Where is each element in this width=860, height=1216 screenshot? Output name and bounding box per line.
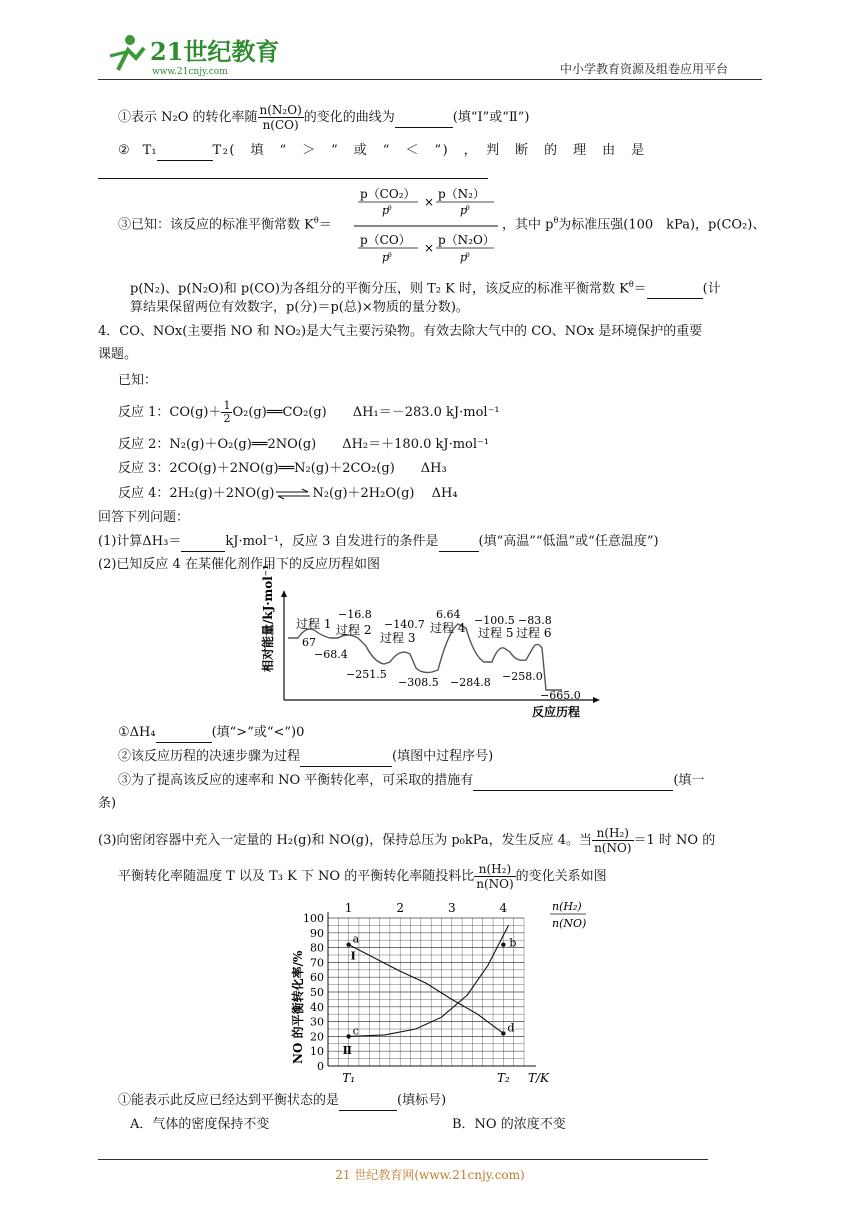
- svg-text:p: p: [460, 204, 468, 217]
- answer-blank[interactable]: [181, 533, 225, 552]
- curve-I: [349, 945, 504, 1034]
- q4-2-item-1: ①ΔH₄ (填“>”或“<”)0: [118, 724, 304, 743]
- y-tick-label: 20: [310, 1030, 324, 1044]
- x-axis-label: T/K: [528, 1071, 550, 1085]
- logo-url: www.21cnjy.com: [152, 67, 228, 77]
- y-tick-label: 80: [310, 941, 324, 955]
- y-tick-label: 50: [310, 986, 324, 999]
- q4-sub-3: (3)向密闭容器中充入一定量的 H₂(g)和 NO(g)，保持总压为 p₀kPa，发生反应 4。当 $\frac{\text{n(H₂)}}{n(NO)}$ ＝1 时 NO 的: [98, 826, 716, 855]
- energy-xlabel: 反应历程: [532, 705, 581, 719]
- q4-3-item-1: ①能表示此反应已经达到平衡状态的是 (填标号): [118, 1092, 446, 1111]
- answer-line[interactable]: [98, 178, 488, 179]
- conversion-chart: [282, 898, 587, 1088]
- q3-item-3-post: ，其中 $p^\theta$为标准压强(100 kPa)，p(CO₂)、: [502, 216, 766, 233]
- footer-text: 21 世纪教育网(www.21cnjy.com): [335, 1168, 525, 1182]
- svg-text:p（N₂O）: p（N₂O）: [438, 233, 495, 247]
- process-2-label: 过程 2: [336, 623, 372, 637]
- answer-blank[interactable]: [156, 724, 212, 743]
- top-tick-label: 1: [344, 901, 353, 915]
- option-b[interactable]: B．NO 的浓度不变: [452, 1117, 566, 1132]
- q4-known-label: 已知：: [118, 373, 158, 388]
- svg-text:p: p: [382, 204, 390, 217]
- q3-item-3-pre: ③已知：该反应的标准平衡常数 $K^\theta=$: [118, 216, 332, 233]
- answer-blank[interactable]: [647, 280, 703, 299]
- svg-text:p: p: [382, 251, 390, 264]
- energy-value: −68.4: [314, 648, 348, 661]
- y-tick-label: 90: [310, 926, 324, 940]
- data-point: [346, 1034, 350, 1038]
- process-5-label: 过程 5: [478, 626, 514, 640]
- fraction-n2o-co: $\frac{\text{n(N₂O)}}{n(CO)}$: [259, 103, 302, 132]
- answer-blank[interactable]: [157, 142, 213, 161]
- answer-blank[interactable]: [339, 1092, 397, 1111]
- option-a[interactable]: A．气体的密度保持不变: [130, 1117, 270, 1132]
- svg-text:p: p: [460, 251, 468, 264]
- q3-item-1: ①表示 N₂O 的转化率随 $\frac{\text{n(N₂O)}}{n(CO)}$ 的变化的曲线为 (填“Ⅰ”或“Ⅱ”): [118, 103, 530, 132]
- bottom-tick-label: T₁: [342, 1071, 356, 1085]
- q4-2-item-3: ③为了提高该反应的速率和 NO 平衡转化率，可采取的措施有 (填一: [118, 772, 704, 791]
- energy-value: −83.8: [518, 614, 552, 627]
- energy-value: 67: [302, 636, 316, 649]
- data-point: [501, 942, 505, 946]
- y-tick-label: 70: [310, 956, 324, 970]
- data-point: [501, 1031, 505, 1035]
- q4-sub-1: (1)计算ΔH₃＝ kJ·mol⁻¹，反应 3 自发进行的条件是 (填“高温”“低温”或“任意温度”): [98, 533, 659, 552]
- q3-item1-pre: ①表示 N₂O 的转化率随: [118, 110, 258, 125]
- y-axis-label: NO 的平衡转化率/%: [291, 950, 305, 1064]
- energy-value: −140.7: [384, 618, 425, 631]
- svg-text:p（CO₂）: p（CO₂）: [360, 187, 416, 201]
- svg-text:θ: θ: [466, 205, 470, 212]
- answer-blank[interactable]: [395, 109, 453, 128]
- point-label: a: [352, 932, 360, 946]
- fraction-one-half: $\frac{1}{2}$: [223, 399, 231, 425]
- energy-value: −100.5: [474, 614, 515, 627]
- q4-intro-line1: 4．CO、NOx(主要指 NO 和 NO₂)是大气主要污染物。有效去除大气中的 CO、NOx 是环境保护的重要: [98, 324, 703, 339]
- header-right-text: 中小学教育资源及组卷应用平台: [560, 62, 729, 76]
- y-tick-label: 40: [310, 1000, 324, 1014]
- fraction-h2-no: $\frac{\text{n(H₂)}}{n(NO)}$: [594, 826, 632, 855]
- y-tick-label: 0: [317, 1060, 324, 1073]
- q3-item-2: ② T₁ T₂( 填 “ ＞ ” 或 “ ＜ ”) ， 判 断 的 理 由 是: [118, 142, 646, 161]
- y-tick-label: 30: [310, 1015, 324, 1029]
- equilibrium-arrow-icon: [274, 489, 312, 499]
- svg-text:p（N₂）: p（N₂）: [438, 187, 485, 201]
- top-axis-label-den: n(NO): [552, 917, 587, 930]
- fraction-h2-no-2: $\frac{\text{n(H₂)}}{n(NO)}$: [476, 862, 514, 891]
- process-6-label: 过程 6: [516, 626, 552, 640]
- svg-text:×: ×: [424, 241, 435, 255]
- process-4-label: 过程 4: [430, 621, 466, 635]
- site-logo: [100, 30, 280, 78]
- logo-text: 21世纪教育: [150, 37, 280, 66]
- point-label: c: [352, 1024, 359, 1038]
- energy-value: −251.5: [346, 668, 387, 681]
- q4-sub-3-line2: 平衡转化率随温度 T 以及 T₃ K 下 NO 的平衡转化率随投料比 $\frac{\text{n(H₂)}}{n(NO)}$ 的变化关系如图: [118, 862, 607, 891]
- energy-value: −16.8: [338, 608, 372, 621]
- svg-text:θ: θ: [466, 252, 470, 259]
- svg-text:θ: θ: [388, 205, 392, 212]
- reaction-1: 反应 1：CO(g)＋ $\frac{1}{2}$ O₂(g)══CO₂(g) ΔH₁＝－283.0 kJ·mol⁻¹: [118, 399, 500, 425]
- footer-divider: [98, 1159, 708, 1160]
- energy-value: −258.0: [502, 670, 543, 683]
- y-tick-label: 10: [310, 1045, 324, 1059]
- answer-blank[interactable]: [300, 748, 392, 767]
- curve-II-label: Ⅱ: [342, 1044, 352, 1058]
- q3-item-3-line3: 算结果保留两位有效数字，p(分)＝p(总)×物质的量分数)。: [130, 300, 469, 315]
- point-label: d: [507, 1021, 515, 1035]
- energy-value: −308.5: [398, 676, 439, 689]
- bottom-tick-label: T₂: [496, 1071, 510, 1085]
- y-tick-label: 100: [303, 912, 324, 925]
- q4-intro-line2: 课题。: [98, 347, 138, 362]
- header-divider: [98, 79, 762, 80]
- svg-text:×: ×: [424, 195, 435, 209]
- data-point: [346, 942, 350, 946]
- svg-text:θ: θ: [388, 252, 392, 259]
- reaction-3: 反应 3：2CO(g)＋2NO(g)══N₂(g)＋2CO₂(g) ΔH₃: [118, 461, 447, 476]
- top-tick-label: 3: [447, 901, 456, 915]
- reaction-4: 反应 4：2H₂(g)＋2NO(g) N₂(g)＋2H₂O(g) ΔH₄: [118, 486, 458, 501]
- top-tick-label: 4: [499, 901, 508, 915]
- curve-I-label: Ⅰ: [350, 949, 356, 963]
- answer-prompt: 回答下列问题：: [98, 510, 190, 525]
- process-1-label: 过程 1: [296, 617, 332, 631]
- process-3-label: 过程 3: [380, 631, 416, 645]
- answer-blank[interactable]: [473, 772, 673, 791]
- energy-value: −665.0: [540, 689, 581, 702]
- q4-2-item-3-tail: 条): [98, 796, 117, 811]
- y-tick-label: 60: [310, 971, 324, 985]
- equilibrium-constant-formula: [352, 184, 502, 272]
- energy-value: 6.64: [436, 608, 461, 621]
- q3-item-3-line2: p(N₂)、p(N₂O)和 p(CO)为各组分的平衡分压，则 T₂ K 时，该反应的标准平衡常数 $K^\theta=$ (计: [130, 276, 721, 299]
- reaction-2: 反应 2：N₂(g)＋O₂(g)══2NO(g) ΔH₂＝＋180.0 kJ·mol⁻¹: [118, 437, 490, 452]
- top-axis-label-num: n(H₂): [552, 900, 582, 913]
- energy-value: −284.8: [450, 676, 491, 689]
- reaction-energy-diagram: [261, 564, 602, 722]
- answer-blank[interactable]: [439, 533, 479, 552]
- q4-sub-2: (2)已知反应 4 在某催化剂作用下的反应历程如图: [98, 557, 380, 572]
- top-tick-label: 2: [396, 901, 405, 915]
- q4-2-item-2: ②该反应历程的决速步骤为过程 (填图中过程序号): [118, 748, 493, 767]
- svg-text:p（CO）: p（CO）: [360, 233, 411, 247]
- energy-ylabel: 相对能量/kJ·mol⁻¹: [261, 564, 275, 672]
- point-label: b: [509, 936, 517, 950]
